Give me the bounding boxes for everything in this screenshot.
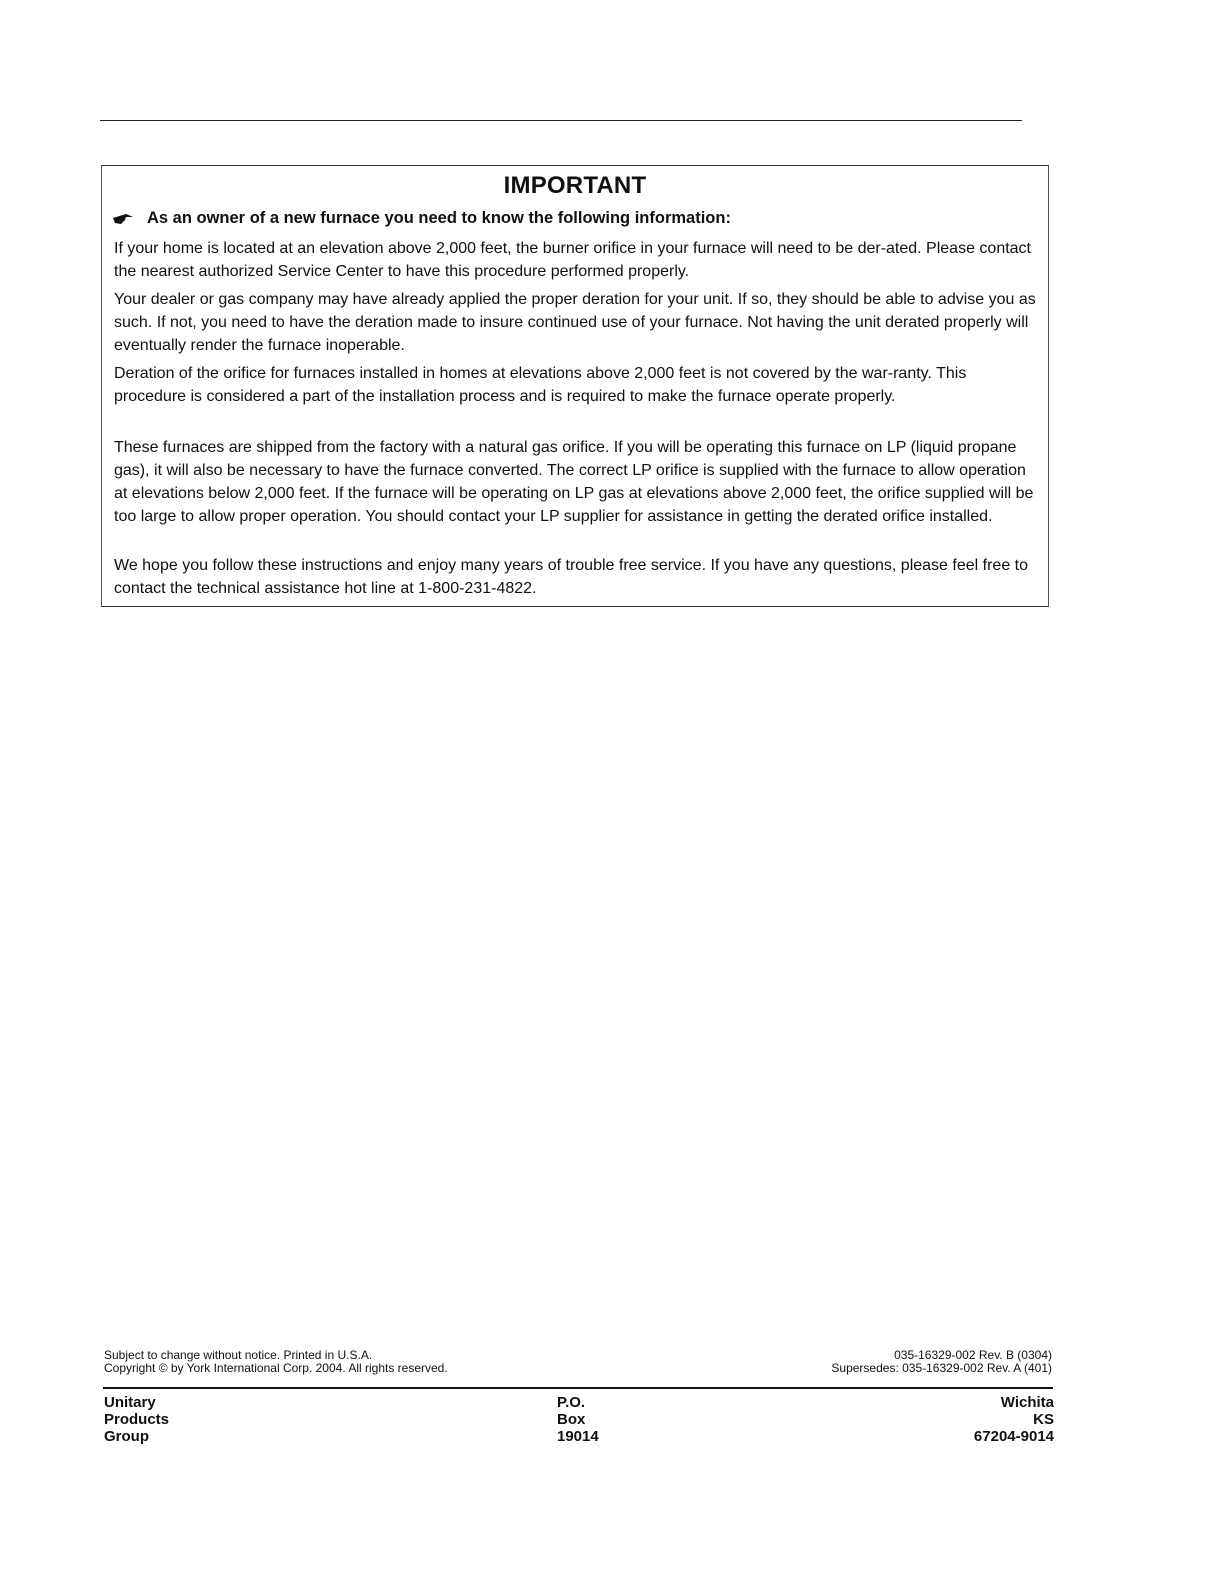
notice-title: IMPORTANT bbox=[503, 172, 647, 199]
notice-paragraph: These furnaces are shipped from the factory with a natural gas orifice. If you will be operating this furnace on LP (liquid propane gas), it will also be necessary to have the furnace converted. The correct LP orifice is supplied with the furnace to allow operation at elevations below 2,000 feet. If the furnace will be operating on LP gas at elevations above 2,000 feet, the orifice supplied will be too large to allow proper operation. You should contact your LP supplier for assistance in getting the derated orifice installed. bbox=[114, 439, 1034, 525]
notice-paragraph: We hope you follow these instructions and enjoy many years of trouble free service. If you have any questions, please feel free to contact the technical assistance hot line at 1-800-231-4822. bbox=[114, 557, 1028, 597]
footer-city-line: Wichita bbox=[1000, 1394, 1054, 1411]
footer-legal-line: Subject to change without notice. Printed in U.S.A. bbox=[104, 1348, 373, 1362]
notice-paragraph: If your home is located at an elevation above 2,000 feet, the burner orifice in your furnace will need to be der-ated. Please contact the nearest authorized Service Center to have this procedure performed properly. bbox=[114, 240, 1031, 280]
footer-address bbox=[557, 1394, 599, 1445]
footer-company-line: Group bbox=[104, 1428, 149, 1445]
notice-paragraph: Deration of the orifice for furnaces installed in homes at elevations above 2,000 feet is not covered by the war-ranty. This procedure is considered a part of the installation process and is required to make the furnace operate properly. bbox=[114, 365, 967, 405]
footer-address-line: P.O. bbox=[557, 1394, 586, 1411]
footer-company-line: Products bbox=[104, 1411, 170, 1428]
footer-legal bbox=[104, 1349, 448, 1375]
important-notice-box bbox=[101, 165, 1049, 607]
footer-city-line: 67204-9014 bbox=[973, 1428, 1054, 1445]
notice-subhead-text: As an owner of a new furnace you need to know the following information: bbox=[147, 209, 731, 227]
footer-city bbox=[974, 1394, 1054, 1445]
footer-doc-number bbox=[831, 1349, 1052, 1375]
footer-company-line: Unitary bbox=[104, 1394, 156, 1411]
notice-subhead bbox=[112, 209, 731, 228]
footer-city-line: KS bbox=[1033, 1411, 1054, 1428]
footer-address-line: Box bbox=[557, 1411, 586, 1428]
footer-legal-line: Copyright © by York International Corp. 2004. All rights reserved. bbox=[104, 1361, 448, 1375]
notice-paragraph: Your dealer or gas company may have already applied the proper deration for your unit. If so, they should be able to advise you as such. If not, you need to have the deration made to insure continued use of your furnace. Not having the unit derated properly will eventually render the furnace inoperable. bbox=[114, 291, 1036, 354]
top-rule bbox=[100, 120, 1022, 121]
footer-rule bbox=[103, 1387, 1053, 1389]
pointing-hand-icon bbox=[112, 212, 134, 226]
footer-company bbox=[104, 1394, 169, 1445]
footer-doc-line: 035-16329-002 Rev. B (0304) bbox=[894, 1348, 1052, 1362]
footer-doc-line: Supersedes: 035-16329-002 Rev. A (401) bbox=[831, 1361, 1052, 1375]
footer-address-line: 19014 bbox=[557, 1428, 599, 1445]
